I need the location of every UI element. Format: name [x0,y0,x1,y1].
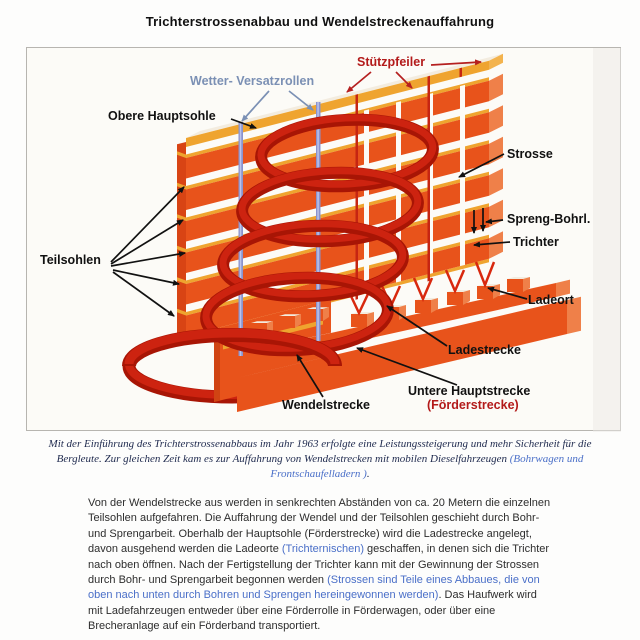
label-ladestrecke: Ladestrecke [448,343,521,357]
label-wetter-versatzrollen: Wetter- Versatzrollen [190,74,315,88]
body-segment: Von der Wendelstrecke aus werden in senkrechten Abständen von ca. 20 Metern die einzelnen Teilsohlen aufgefahren. Die Auffahrung der Wendel und der Teilsohlen geschieht durch Bohr- und Sprengarbeit. Oberhalb der Hauptsohle (Förderstrecke) wird die Ladestrecke angelegt, davon ausgehend werden die Ladeorte [88,497,551,556]
diagram-box [26,47,621,431]
caption-segment: . [366,468,370,481]
page-title: Trichterstrossenabbau und Wendelstreckenauffahrung [145,14,495,29]
label-foerderstrecke: (Förderstrecke) [427,398,519,412]
caption-segment-blue: (Bohrwagen und Frontschaufelladern ) [270,453,584,481]
label-stuetzpfeiler: Stützpfeiler [357,55,426,69]
label-teilsohlen: Teilsohlen [40,253,101,267]
label-spreng-bohrl: Spreng-Bohrl. [507,212,591,226]
label-strosse: Strosse [507,147,553,161]
body-segment: . Das Haufwerk wird mit Ladefahrzeugen entweder über eine Förderrolle in Förderwagen, oder über eine Brecheranlage auf ein Förderband transportiert. [88,589,537,633]
label-wendelstrecke: Wendelstrecke [282,398,371,412]
caption [34,437,606,483]
label-obere-hauptsohle: Obere Hauptsohle [108,109,216,123]
label-ladeort: Ladeort [528,293,574,307]
body-segment: geschaffen, in denen sich die Trichter nach oben öffnen. Nach der Fertigstellung der Trichter kann mit der Gewinnung der Strossen durch Bohr- und Sprengarbeit begonnen werden [88,543,550,587]
body-segment-blue: (Strossen sind Teile eines Abbaues, die von oben nach unten durch Bohren und Sprengen hereingewonnen werden) [88,574,540,602]
label-trichter: Trichter [513,235,559,249]
label-untere-hauptstrecke: Untere Hauptstrecke [408,384,531,398]
body-segment-blue: (Trichternischen) [281,543,364,556]
caption-segment: Mit der Einführung des Trichterstrossenabbaus im Jahr 1963 erfolgte eine Leistungssteigerung und mehr Sicherheit für die Bergleute. Zur gleichen Zeit kam es zur Auffahrung von Wendelstrecken mit mobilen Dieselfahrzeugen [48,438,592,466]
body-paragraph [88,496,554,635]
